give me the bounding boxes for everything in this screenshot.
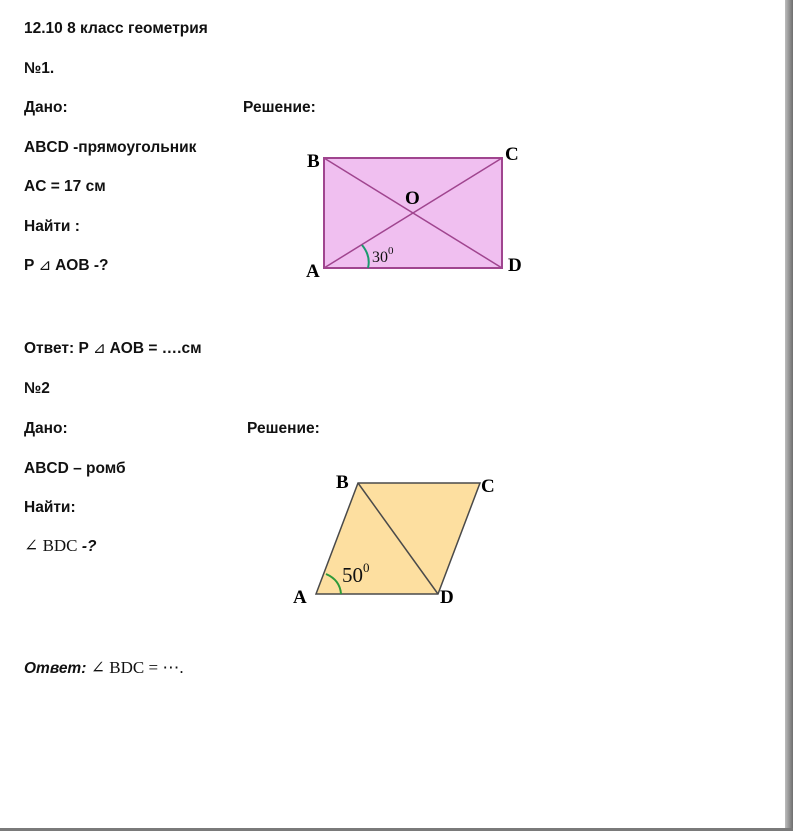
task2-answer-label: Ответ: xyxy=(24,660,87,677)
rhombus-vertex-c-label: C xyxy=(481,476,495,497)
task1-given-value: AC = 17 см xyxy=(24,178,106,195)
task1-answer-prefix: Ответ: P xyxy=(24,340,89,357)
vertex-c-label: C xyxy=(505,144,519,165)
center-o-label: O xyxy=(405,188,420,209)
task1-given-shape: ABCD -прямоугольник xyxy=(24,139,197,156)
task1-find-prefix: P xyxy=(24,257,35,274)
rectangle-figure xyxy=(300,140,540,285)
angle-30-label: $30^0$ xyxy=(372,245,394,266)
vertex-d-label: D xyxy=(508,255,522,276)
task1-given-label: Дано: xyxy=(24,99,68,116)
task1-find-line xyxy=(24,257,109,275)
rhombus-figure xyxy=(290,470,510,615)
vertex-a-label: A xyxy=(306,261,320,282)
rhombus-vertex-d-label: D xyxy=(440,587,454,608)
angle-symbol: ∠ xyxy=(24,536,39,555)
page-edge-right xyxy=(785,0,793,831)
document-title: 12.10 8 класс геометрия xyxy=(24,20,208,37)
answer-triangle-symbol: ⊿ xyxy=(92,340,106,357)
task2-find-suffix: -? xyxy=(81,538,97,555)
task1-answer-target: AOB = ….см xyxy=(109,340,202,357)
rhombus-vertex-b-label: B xyxy=(336,472,349,493)
angle-50-label: $50^0$ xyxy=(342,560,370,587)
triangle-symbol: ⊿ xyxy=(38,257,52,274)
task2-find-line xyxy=(24,537,96,556)
task1-number: №1. xyxy=(24,60,55,77)
task2-given-label: Дано: xyxy=(24,420,68,437)
task1-answer xyxy=(24,340,202,358)
task2-answer xyxy=(24,659,184,678)
task1-find-target: AOB -? xyxy=(55,257,109,274)
task2-given-shape: ABCD – ромб xyxy=(24,460,126,477)
task1-solution-label: Решение: xyxy=(243,99,316,116)
task2-find-label: Найти: xyxy=(24,499,76,516)
task1-find-label: Найти : xyxy=(24,218,80,235)
task2-solution-label: Решение: xyxy=(247,420,320,437)
rhombus-vertex-a-label: A xyxy=(293,587,307,608)
task2-number: №2 xyxy=(24,380,50,397)
answer-angle-symbol: ∠ xyxy=(90,658,105,677)
task2-answer-angle-name: BDC xyxy=(109,658,145,677)
task2-find-angle-name: BDC xyxy=(42,536,78,555)
vertex-b-label: B xyxy=(307,151,320,172)
task2-answer-value: = ⋯. xyxy=(148,658,184,677)
